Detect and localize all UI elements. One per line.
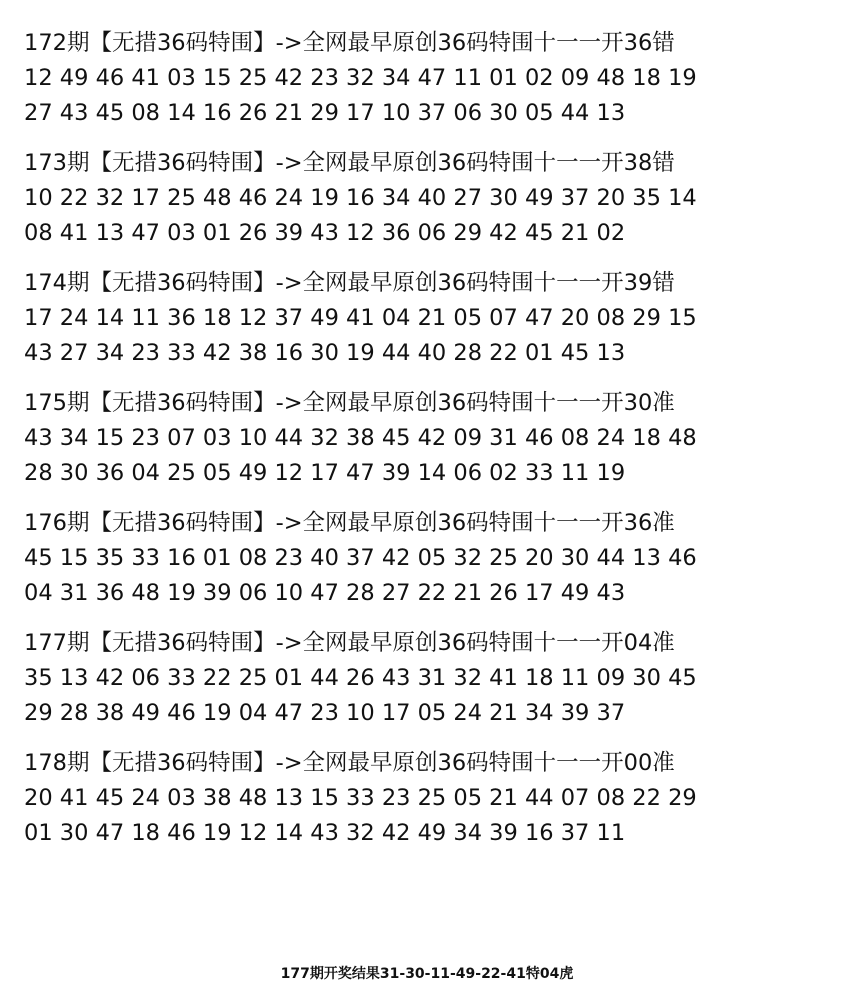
entry-title: 173期【无措36码特围】->全网最早原创36码特围十一一开38错 — [24, 150, 675, 176]
entry-list — [24, 26, 824, 866]
entry-177 — [24, 626, 824, 746]
draw-result-banner: 177期开奖结果31-30-11-49-22-41特04虎 — [280, 966, 574, 982]
number-row: 45 15 35 33 16 01 08 23 40 37 42 05 32 25 20 30 44 13 46 — [24, 545, 697, 571]
entry-172 — [24, 26, 824, 146]
entry-173 — [24, 146, 824, 266]
entry-title: 172期【无措36码特围】->全网最早原创36码特围十一一开36错 — [24, 30, 675, 56]
number-row: 01 30 47 18 46 19 12 14 43 32 42 49 34 39 16 37 11 — [24, 820, 626, 846]
entry-title: 176期【无措36码特围】->全网最早原创36码特围十一一开36准 — [24, 510, 675, 536]
number-row: 17 24 14 11 36 18 12 37 49 41 04 21 05 07 47 20 08 29 15 — [24, 305, 697, 331]
entry-174 — [24, 266, 824, 386]
number-row: 43 34 15 23 07 03 10 44 32 38 45 42 09 31 46 08 24 18 48 — [24, 425, 697, 451]
number-row: 27 43 45 08 14 16 26 21 29 17 10 37 06 30 05 44 13 — [24, 100, 626, 126]
number-row: 12 49 46 41 03 15 25 42 23 32 34 47 11 01 02 09 48 18 19 — [24, 65, 697, 91]
number-row: 29 28 38 49 46 19 04 47 23 10 17 05 24 21 34 39 37 — [24, 700, 626, 726]
entry-178 — [24, 746, 824, 866]
entry-175 — [24, 386, 824, 506]
entry-title: 177期【无措36码特围】->全网最早原创36码特围十一一开04准 — [24, 630, 675, 656]
number-row: 20 41 45 24 03 38 48 13 15 33 23 25 05 21 44 07 08 22 29 — [24, 785, 697, 811]
number-row: 28 30 36 04 25 05 49 12 17 47 39 14 06 02 33 11 19 — [24, 460, 626, 486]
number-row: 08 41 13 47 03 01 26 39 43 12 36 06 29 42 45 21 02 — [24, 220, 626, 246]
number-row: 35 13 42 06 33 22 25 01 44 26 43 31 32 41 18 11 09 30 45 — [24, 665, 697, 691]
number-row: 43 27 34 23 33 42 38 16 30 19 44 40 28 22 01 45 13 — [24, 340, 626, 366]
entry-title: 174期【无措36码特围】->全网最早原创36码特围十一一开39错 — [24, 270, 675, 296]
entry-title: 175期【无措36码特围】->全网最早原创36码特围十一一开30准 — [24, 390, 675, 416]
entry-title: 178期【无措36码特围】->全网最早原创36码特围十一一开00准 — [24, 750, 675, 776]
entry-176 — [24, 506, 824, 626]
number-row: 10 22 32 17 25 48 46 24 19 16 34 40 27 30 49 37 20 35 14 — [24, 185, 697, 211]
number-row: 04 31 36 48 19 39 06 10 47 28 27 22 21 26 17 49 43 — [24, 580, 626, 606]
